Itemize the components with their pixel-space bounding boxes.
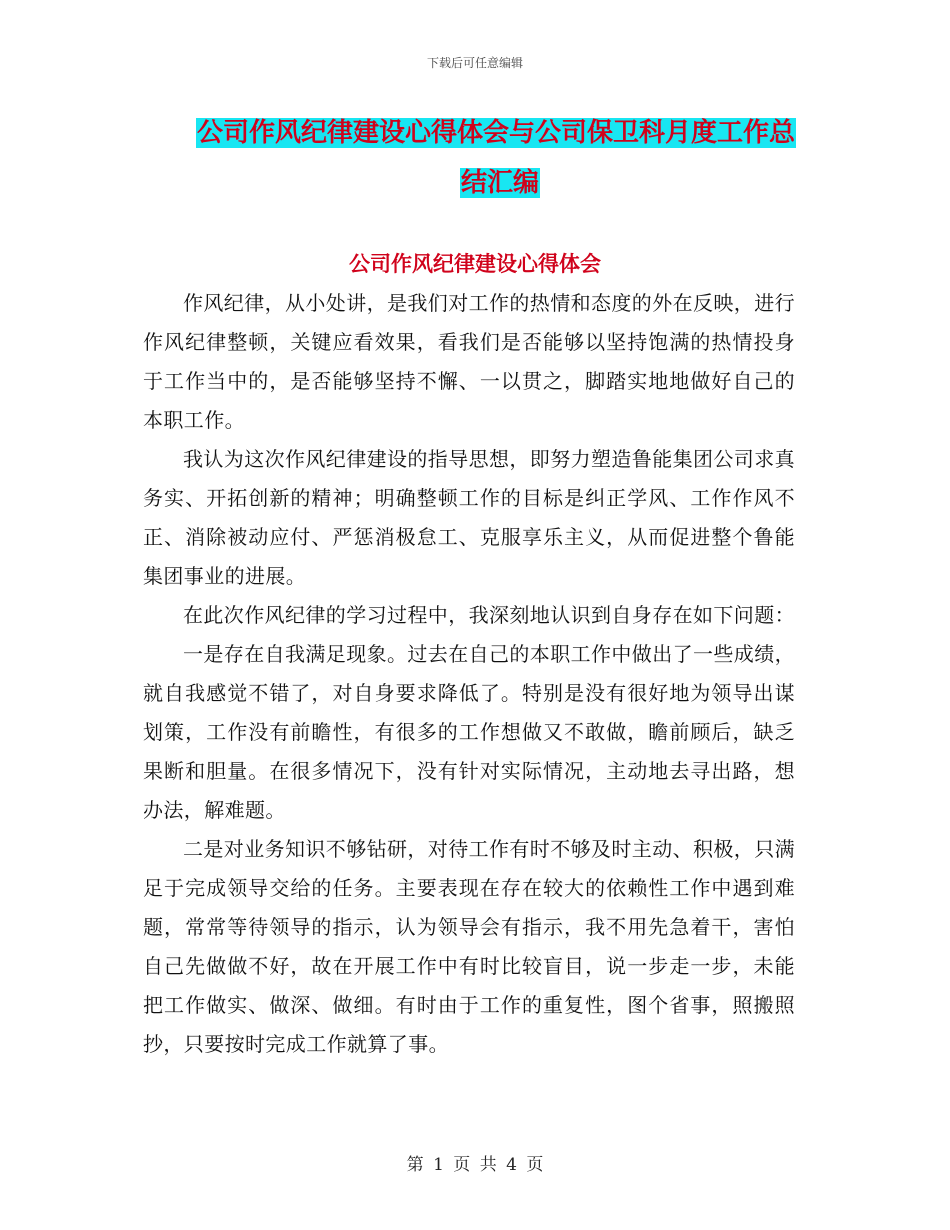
document-title [140, 108, 860, 208]
title-line-2-text: 结汇编 [460, 168, 539, 198]
paragraph: 作风纪律，从小处讲，是我们对工作的热情和态度的外在反映，进行作风纪律整顿，关键应看效果，看我们是否能够以坚持饱满的热情投身于工作当中的，是否能够坚持不懈、一以贯之，脚踏实地地做好自己的本职工作。 [143, 291, 795, 432]
body-text [143, 284, 795, 1064]
paragraph: 我认为这次作风纪律建设的指导思想，即努力塑造鲁能集团公司求真务实、开拓创新的精神；明确整顿工作的目标是纠正学风、工作作风不正、消除被动应付、严惩消极怠工、克服享乐主义，从而促进整个鲁能集团事业的进展。 [143, 447, 795, 588]
title-line-1 [140, 108, 860, 158]
paragraph: 在此次作风纪律的学习过程中，我深刻地认识到自身存在如下问题： [183, 603, 795, 627]
title-line-1-text: 公司作风纪律建设心得体会与公司保卫科月度工作总 [197, 118, 796, 148]
paragraph: 一是存在自我满足现象。过去在自己的本职工作中做出了一些成绩，就自我感觉不错了，对自身要求降低了。特别是没有很好地为领导出谋划策，工作没有前瞻性，有很多的工作想做又不敢做，瞻前顾后，缺乏果断和胆量。在很多情况下，没有针对实际情况，主动地去寻出路，想办法，解难题。 [143, 642, 795, 822]
title-line-2 [140, 158, 860, 208]
section-heading: 公司作风纪律建设心得体会 [349, 252, 601, 276]
paragraph: 二是对业务知识不够钻研，对待工作有时不够及时主动、积极，只满足于完成领导交给的任务。主要表现在存在较大的依赖性工作中遇到难题，常常等待领导的指示，认为领导会有指示，我不用先急着干，害怕自己先做做不好，故在开展工作中有时比较盲目，说一步走一步，未能把工作做实、做深、做细。有时由于工作的重复性，图个省事，照搬照抄，只要按时完成工作就算了事。 [143, 837, 795, 1056]
page-footer: 第 1 页 共 4 页 [406, 1155, 544, 1175]
header-note: 下载后可任意编辑 [426, 56, 523, 70]
